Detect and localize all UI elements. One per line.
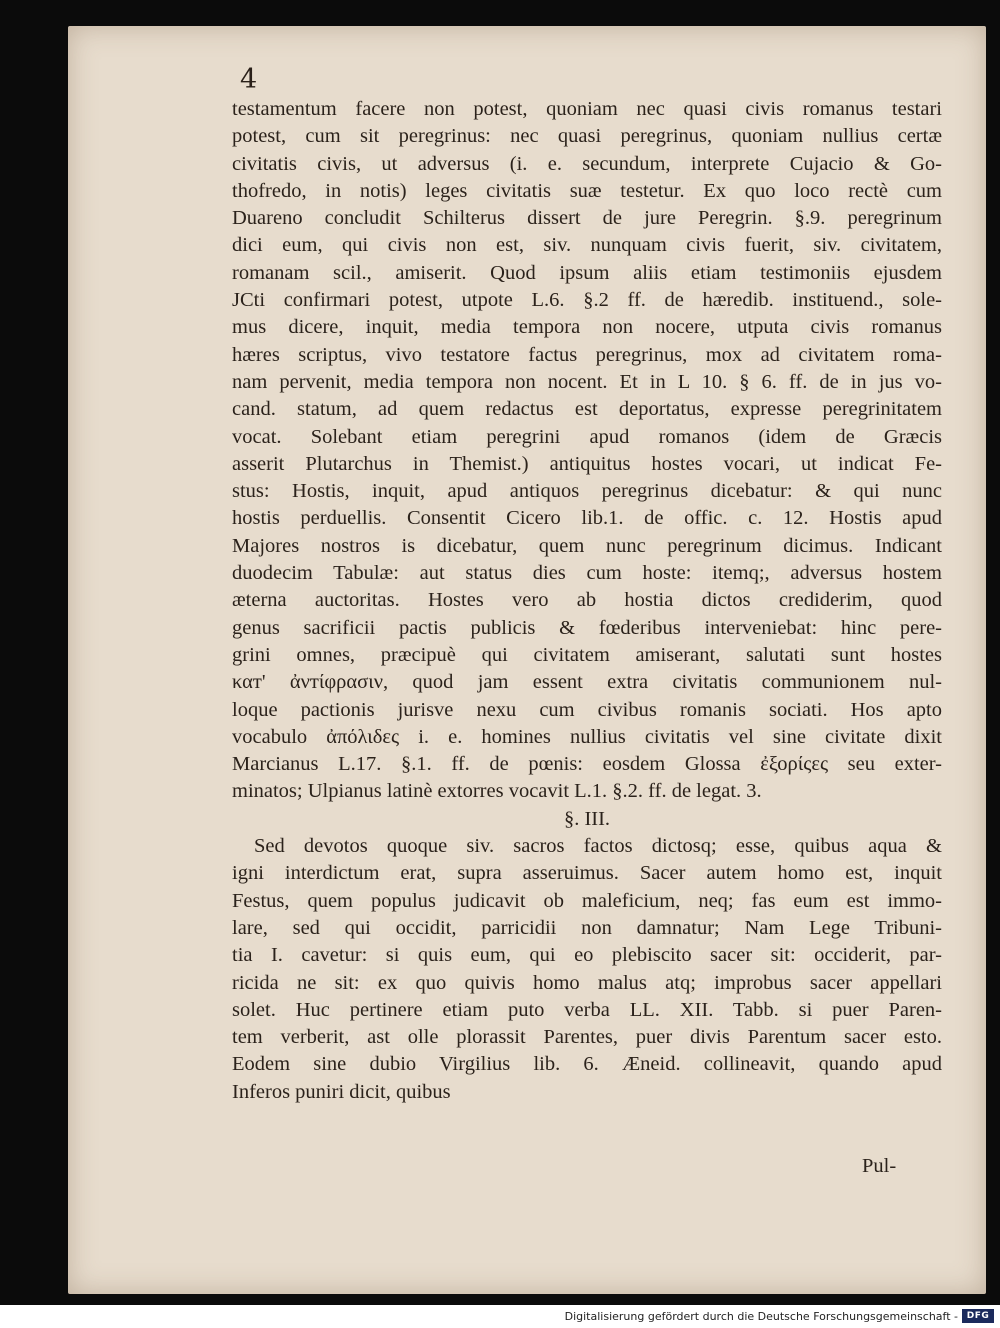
- text-line: potest, cum sit peregrinus: nec quasi peregrinus, quoniam nullius certæ: [232, 125, 942, 148]
- text-line: Sed devotos quoque siv. sacros factos dictosq; esse, quibus aqua &: [254, 835, 942, 858]
- text-line: duodecim Tabulæ: aut status dies cum hoste: itemq;, adversus hostem: [232, 562, 942, 585]
- body-text: [232, 96, 942, 1106]
- text-line: Duareno concludit Schilterus dissert de jure Peregrin. §.9. peregrinum: [232, 207, 942, 230]
- text-line: romanam scil., amiserit. Quod ipsum aliis etiam testimoniis ejusdem: [232, 261, 942, 284]
- text-line: Marcianus L.17. §.1. ff. de pœnis: eosdem Glossa ἐξορίςες seu exter-: [232, 753, 942, 776]
- text-line: Inferos puniri dicit, quibus: [232, 1080, 451, 1103]
- text-line: vocabulo ἀπόλιδες i. e. homines nullius civitatis vel sine civitate dixit: [232, 725, 942, 748]
- text-line: Majores nostros is dicebatur, quem nunc peregrinum dicimus. Indicant: [232, 534, 942, 557]
- text-line: minatos; Ulpianus latinè extorres vocavit L.1. §.2. ff. de legat. 3.: [232, 780, 762, 803]
- text-line: loque pactionis jurisve nexu cum civibus romanis sociati. Hos apto: [232, 698, 942, 721]
- text-line: grini omnes, præcipuè qui civitatem amiserant, salutati sunt hostes: [232, 643, 942, 666]
- text-line: tem verberit, ast olle plorassit Parentes, puer divis Parentum sacer esto.: [232, 1026, 942, 1049]
- text-line: stus: Hostis, inquit, apud antiquos peregrinus dicebatur: & qui nunc: [232, 480, 942, 503]
- text-line: vocat. Solebant etiam peregrini apud romanos (idem de Græcis: [232, 425, 942, 448]
- catchword: Pul-: [862, 1155, 897, 1177]
- dfg-logo: DFG: [962, 1309, 994, 1323]
- section-heading: §. III.: [563, 807, 611, 830]
- page-number: 4: [240, 64, 258, 95]
- text-line: cand. statum, ad quem redactus est deportatus, expresse peregrinitatem: [232, 398, 942, 421]
- text-line: Eodem sine dubio Virgilius lib. 6. Æneid. collineavit, quando apud: [232, 1053, 942, 1076]
- text-line: mus dicere, inquit, media tempora non nocere, utputa civis romanus: [232, 316, 942, 339]
- text-line: genus sacrificii pactis publicis & fœderibus interveniebat: hinc pere-: [232, 616, 942, 639]
- text-line: hæres scriptus, vivo testatore factus peregrinus, mox ad civitatem roma-: [232, 343, 942, 366]
- text-line: asserit Plutarchus in Themist.) antiquitus hostes vocari, ut indicat Fe-: [232, 452, 942, 475]
- text-line: civitatis civis, ut adversus (i. e. secundum, interprete Cujacio & Go-: [232, 152, 942, 175]
- text-line: æterna auctoritas. Hostes vero ab hostia dictos crediderim, quod: [232, 589, 942, 612]
- text-line: solet. Huc pertinere etiam puto verba LL. XII. Tabb. si puer Paren-: [232, 998, 942, 1021]
- text-line: JCti confirmari potest, utpote L.6. §.2 ff. de hæredib. instituend., sole-: [232, 289, 942, 312]
- text-line: nam pervenit, media tempora non nocent. Et in L 10. § 6. ff. de in jus vo-: [232, 370, 942, 393]
- text-line: thofredo, in notis) leges civitatis suæ testetur. Ex quo loco rectè cum: [232, 179, 942, 202]
- text-line: tia I. cavetur: si quis eum, qui eo plebiscito sacer sit: occiderit, par-: [232, 944, 942, 967]
- text-line: igni interdictum erat, supra asseruimus. Sacer autem homo est, inquit: [232, 862, 942, 885]
- credit-bar: [0, 1305, 1000, 1328]
- text-line: testamentum facere non potest, quoniam nec quasi civis romanus testari: [232, 98, 942, 120]
- text-line: hostis perduellis. Consentit Cicero lib.1. de offic. c. 12. Hostis apud: [232, 507, 942, 530]
- credit-text: Digitalisierung gefördert durch die Deutsche Forschungsgemeinschaft -: [564, 1310, 958, 1323]
- text-line: lare, sed qui occidit, parricidii non damnatur; Nam Lege Tribuni-: [232, 916, 942, 939]
- text-line: Festus, quem populus judicavit ob maleficium, neq; fas eum est immo-: [232, 889, 942, 912]
- text-line: ricida ne sit: ex quo quivis homo malus atq; improbus sacer appellari: [232, 971, 942, 994]
- text-line: dici eum, qui civis non est, siv. nunquam civis fuerit, siv. civitatem,: [232, 234, 942, 257]
- text-line: καт' ἀνтίφρασιν, quod jam essent extra civitatis communionem nul-: [232, 671, 942, 694]
